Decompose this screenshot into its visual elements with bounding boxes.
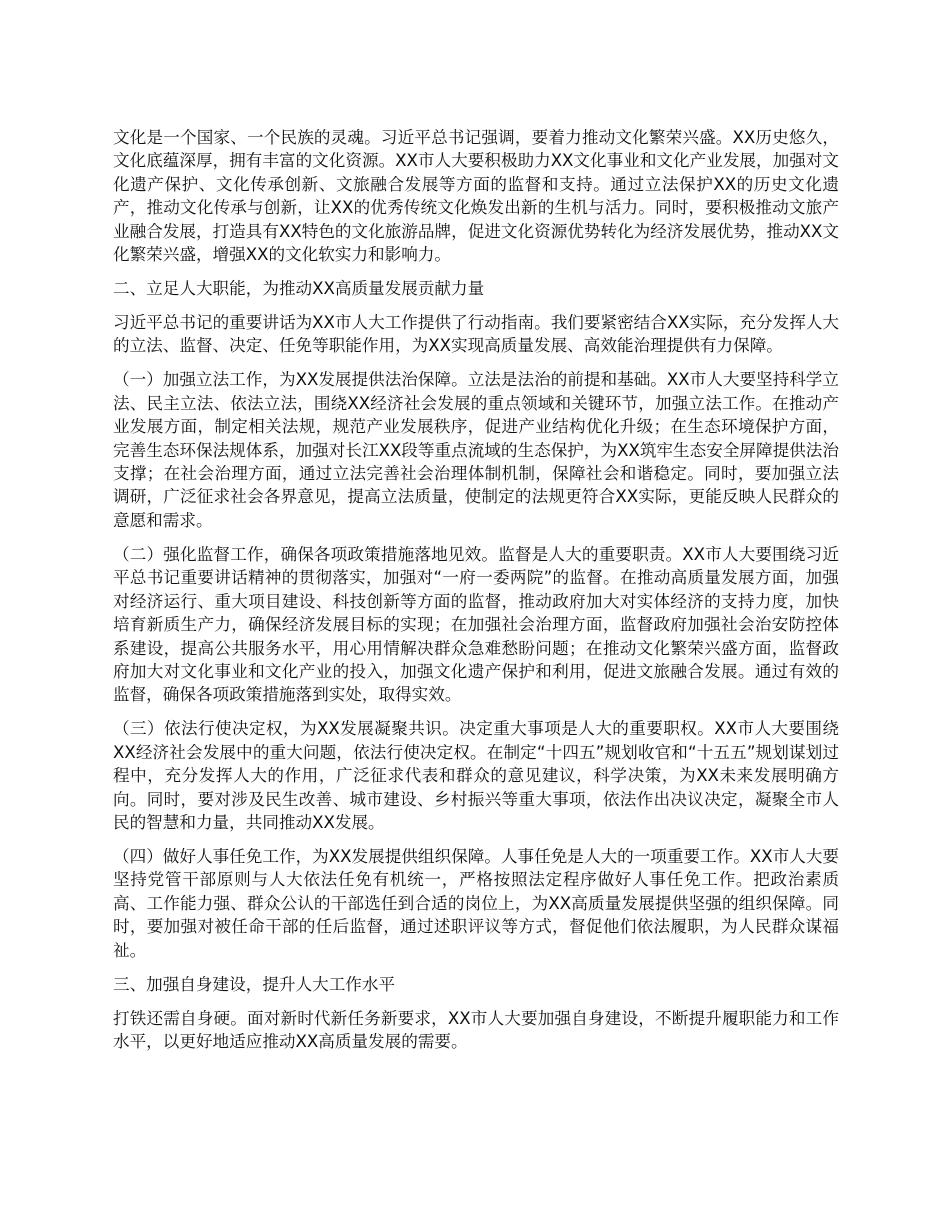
body-paragraph: （三）依法行使决定权，为XX发展凝聚共识。决定重大事项是人大的重要职权。XX市人大要围绕XX经济社会发展中的重大问题，依法行使决定权。在制定“十四五”规划收官和“十五五”规划谋划过程中，充分发挥人大的作用，广泛征求代表和群众的意见建议，科学决策，为XX未来发展明确方向。同时，要对涉及民生改善、城市建设、乡村振兴等重大事项，依法作出决议决定，凝聚全市人民的智慧和力量，共同推动XX发展。 (113, 719, 839, 832)
body-paragraph: （四）做好人事任免工作，为XX发展提供组织保障。人事任免是人大的一项重要工作。XX市人大要坚持党管干部原则与人大依法任免有机统一，严格按照法定程序做好人事任免工作。把政治素质高、工作能力强、群众公认的干部选任到合适的岗位上，为XX高质量发展提供坚强的组织保障。同时，要加强对被任命干部的任后监督，通过述职评议等方式，督促他们依法履职，为人民群众谋福祉。 (113, 846, 839, 960)
section-heading: 三、加强自身建设，提升人大工作水平 (113, 974, 396, 994)
body-paragraph: 习近平总书记的重要讲话为XX市人大工作提供了行动指南。我们要紧密结合XX实际，充分发挥人大的立法、监督、决定、任免等职能作用，为XX实现高质量发展、高效能治理提供有力保障。 (113, 313, 839, 356)
body-paragraph: 打铁还需自身硬。面对新时代新任务新要求，XX市人大要加强自身建设，不断提升履职能力和工作水平，以更好地适应推动XX高质量发展的需要。 (113, 1008, 839, 1051)
body-paragraph: （一）加强立法工作，为XX发展提供法治保障。立法是法治的前提和基础。XX市人大要坚持科学立法、民主立法、依法立法，围绕XX经济社会发展的重点领域和关键环节，加强立法工作。在推动产业发展方面，制定相关法规，规范产业发展秩序，促进产业结构优化升级；在生态环境保护方面，完善生态环保法规体系，加强对长江XX段等重点流域的生态保护，为XX筑牢生态安全屏障提供法治支撑；在社会治理方面，通过立法完善社会治理体制机制，保障社会和谐稳定。同时，要加强立法调研，广泛征求社会各界意见，提高立法质量，使制定的法规更符合XX实际，更能反映人民群众的意愿和需求。 (113, 370, 839, 530)
section-heading: 二、立足人大职能，为推动XX高质量发展贡献力量 (113, 279, 485, 299)
document-page (113, 126, 839, 1064)
body-paragraph: （二）强化监督工作，确保各项政策措施落地见效。监督是人大的重要职责。XX市人大要围绕习近平总书记重要讲话精神的贯彻落实，加强对“一府一委两院”的监督。在推动高质量发展方面，加强对经济运行、重大项目建设、科技创新等方面的监督，推动政府加大对实体经济的支持力度，加快培育新质生产力，确保经济发展目标的实现；在加强社会治理方面，监督政府加强社会治安防控体系建设，提高公共服务水平，用心用情解决群众急难愁盼问题；在推动文化繁荣兴盛方面，监督政府加大对文化事业和文化产业的投入，加强文化遗产保护和利用，促进文旅融合发展。通过有效的监督，确保各项政策措施落到实处，取得实效。 (113, 544, 839, 705)
body-paragraph: 文化是一个国家、一个民族的灵魂。习近平总书记强调，要着力推动文化繁荣兴盛。XX历史悠久，文化底蕴深厚，拥有丰富的文化资源。XX市人大要积极助力XX文化事业和文化产业发展，加强对文化遗产保护、文化传承创新、文旅融合发展等方面的监督和支持。通过立法保护XX的历史文化遗产，推动文化传承与创新，让XX的优秀传统文化焕发出新的生机与活力。同时，要积极推动文旅产业融合发展，打造具有XX特色的文化旅游品牌，促进文化资源优势转化为经济发展优势，推动XX文化繁荣兴盛，增强XX的文化软实力和影响力。 (113, 128, 839, 265)
